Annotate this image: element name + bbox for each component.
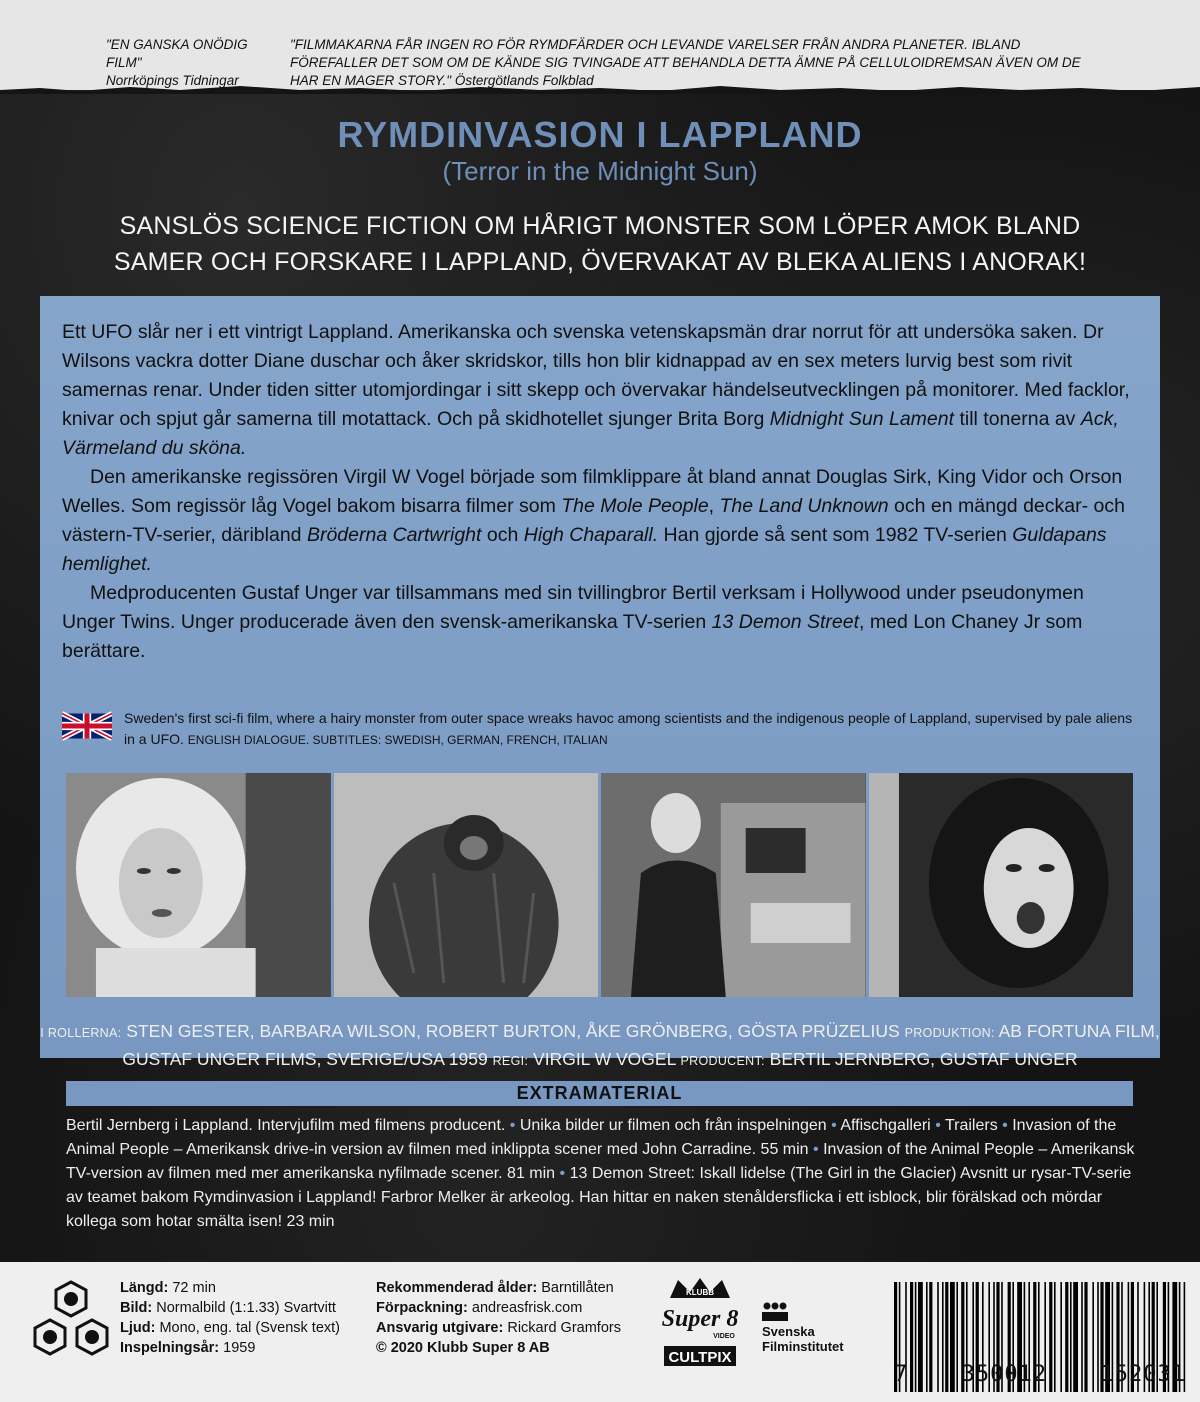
film-title: The Mole People	[561, 495, 709, 517]
production-label: PRODUKTION:	[904, 1026, 995, 1040]
spec-value: Normalbild (1:1.33) Svartvitt	[156, 1300, 336, 1316]
text: ,	[708, 495, 720, 517]
extras-item: 13 Demon Street: Iskall lidelse (The Girl in the Glacier) Avsnitt ur rysar-TV-serie av teamet bakom Rymdinvasion i Lappland! Farbror Melker är arkeolog. Han hittar en naken stenåldersflicka i ett isblock, blir förälskad och mördar kollega som hotar smälta isen! 23 min	[66, 1165, 1132, 1230]
still-image	[334, 773, 599, 997]
extras-heading: EXTRAMATERIAL	[66, 1081, 1133, 1106]
press-quotes	[0, 0, 1200, 90]
cast-list: STEN GESTER, BARBARA WILSON, ROBERT BURTON, ÅKE GRÖNBERG, GÖSTA PRÜZELIUS	[126, 1021, 900, 1041]
tagline	[0, 208, 1200, 280]
production-company: GUSTAF UNGER FILMS, SVERIGE/USA 1959	[122, 1049, 488, 1069]
barcode-digit: 7	[894, 1362, 909, 1387]
producer: BERTIL JERNBERG, GUSTAF UNGER	[769, 1049, 1078, 1069]
producer-label: PRODUCENT:	[680, 1054, 765, 1068]
text: Medproducenten Gustaf Unger var tillsammans med sin tvillingbror Bertil verksam i Hollywood under pseudonymen Unger Twins. Unger producerade även den svensk-amerikanska TV-serien	[62, 582, 1084, 633]
still-image	[66, 773, 331, 997]
spec-label: Inspelningsår:	[120, 1340, 220, 1356]
klubb-super8-logo	[650, 1276, 750, 1376]
spec-label: Förpackning:	[376, 1300, 468, 1316]
series-title: High Chaparall.	[523, 524, 659, 546]
english-text: Sweden's first sci-fi film, where a hairy monster from outer space wreaks havoc among scientists and the indigenous people of Lappland, supervised by pale aliens in a UFO.	[124, 710, 1133, 747]
extras-item: Unika bilder ur filmen och från inspelningen	[519, 1117, 827, 1134]
still-hairy-monster	[334, 773, 599, 997]
still-image	[601, 773, 866, 997]
still-image	[869, 773, 1134, 997]
synopsis-paragraph	[62, 318, 1142, 463]
series-title: Bröderna Cartwright	[306, 524, 482, 546]
spec-value: Rickard Gramfors	[507, 1320, 621, 1336]
sfi-icon	[762, 1302, 788, 1322]
song-title: Midnight Sun Lament	[769, 408, 955, 430]
svenska-filminstitutet-logo	[762, 1302, 862, 1372]
still-woman-fur-hood	[66, 773, 331, 997]
bullet: •	[559, 1165, 566, 1182]
text: Svenska	[762, 1324, 815, 1339]
spec-label: Ansvarig utgivare:	[376, 1320, 504, 1336]
torn-edge	[0, 84, 1200, 94]
quote-source: Norrköpings Tidningar	[106, 73, 239, 88]
quote-ostergotland	[290, 36, 1110, 90]
technical-specs	[120, 1278, 340, 1358]
extras-item: Bertil Jernberg i Lappland. Intervjufilm med filmens producent.	[66, 1117, 506, 1134]
spec-value: 1959	[223, 1340, 256, 1356]
text: till tonerna av	[954, 408, 1081, 430]
credits-line	[0, 1046, 1200, 1074]
barcode-digits	[890, 1362, 1190, 1387]
spec-label: Rekommenderad ålder:	[376, 1280, 538, 1296]
bullet: •	[509, 1117, 516, 1134]
text: Ett UFO slår ner i ett vintrigt Lappland. Amerikanska och svenska vetenskapsmän drar norrut för att undersöka saken. Dr Wilsons vackra dotter Diane duschar och åker skridskor, tills hon blir kidnappad av en sex meters lurvig best som rivit samernas renar. Under tiden sitter utomjordingar i sitt skepp och övervakar händelseutvecklingen på monitorer. Med facklor, knivar och spjut går samerna till motattack. Och på skidhotellet sjunger Brita Borg	[62, 321, 1130, 430]
tagline-line: SAMER OCH FORSKARE I LAPPLAND, ÖVERVAKAT AV BLEKA ALIENS I ANORAK!	[113, 248, 1087, 276]
movie-original-title: (Terror in the Midnight Sun)	[442, 156, 758, 186]
spec-value: 72 min	[172, 1280, 216, 1296]
still-screaming-woman	[869, 773, 1134, 997]
text: Filminstitutet	[762, 1339, 844, 1354]
synopsis-text	[62, 318, 1142, 666]
svg-text:CULTPIX: CULTPIX	[668, 1349, 732, 1366]
quote-text: "FILMMAKARNA FÅR INGEN RO FÖR RYMDFÄRDER OCH LEVANDE VARELSER FRÅN ANDRA PLANETER. IBLAND FÖREFALLER DET SOM OM DE KÄNDE SIG TVINGADE ATT BEHANDLA DETTA ÄMNE PÅ CELLULOIDREMSAN ÄVEN OM DE HAR EN MAGER STORY."	[290, 37, 1081, 88]
director: VIRGIL W VOGEL	[533, 1049, 676, 1069]
extras-item: Trailers	[944, 1117, 998, 1134]
svg-text:Super 8: Super 8	[661, 1306, 739, 1332]
svg-text:VIDEO: VIDEO	[713, 1333, 735, 1340]
extras-item: Invasion of the Animal People – Amerikansk drive-in version av filmen med inklippta scener med John Carradine. 55 min	[66, 1117, 1117, 1158]
credits	[0, 1018, 1200, 1074]
english-summary	[62, 708, 1142, 751]
director-label: REGI:	[492, 1054, 529, 1068]
still-alien-monitor	[601, 773, 866, 997]
release-info	[376, 1278, 621, 1358]
quote-norrkoping	[106, 36, 286, 90]
text: Den amerikanske regissören Virgil W Vogel började som filmklippare åt bland annat Douglas Sirk, King Vidor och Orson Welles. Som regissör låg Vogel bakom bisarra filmer som	[62, 466, 1123, 517]
sfi-text	[762, 1324, 844, 1354]
movie-title: RYMDINVASION I LAPPLAND	[337, 114, 863, 155]
synopsis-paragraph	[62, 579, 1142, 666]
extras-item: Affischgalleri	[840, 1117, 931, 1134]
tagline-line: SANSLÖS SCIENCE FICTION OM HÅRIGT MONSTER SOM LÖPER AMOK BLAND	[119, 212, 1081, 240]
cast-label: I ROLLERNA:	[40, 1026, 122, 1040]
quote-text: "EN GANSKA ONÖDIG FILM"	[106, 37, 248, 70]
production-company: AB FORTUNA FILM,	[998, 1021, 1160, 1041]
quote-source: Östergötlands Folkblad	[454, 73, 594, 88]
spec-value: Barntillåten	[541, 1280, 614, 1296]
extras-list	[66, 1114, 1146, 1234]
spec-label: Bild:	[120, 1300, 153, 1316]
barcode-digit: 152031	[1100, 1362, 1186, 1387]
barcode-digit: 350012	[961, 1362, 1048, 1387]
bullet: •	[1002, 1117, 1008, 1134]
svg-text:KLUBB: KLUBB	[686, 1288, 714, 1297]
crown-icon	[650, 1276, 750, 1376]
film-title: The Land Unknown	[719, 495, 889, 517]
age-rating-icon	[26, 1278, 116, 1368]
language-info: ENGLISH DIALOGUE. SUBTITLES: SWEDISH, GERMAN, FRENCH, ITALIAN	[187, 733, 608, 747]
spec-value: Mono, eng. tal (Svensk text)	[159, 1320, 340, 1336]
text: , med Lon Chaney Jr som berättare.	[62, 611, 1083, 662]
text: och en mängd deckar- och västern-TV-serier, däribland	[62, 495, 1125, 546]
spec-label: Ljud:	[120, 1320, 156, 1336]
bullet: •	[935, 1117, 941, 1134]
spec-label: Längd:	[120, 1280, 169, 1296]
extras-item: Invasion of the Animal People – Amerikansk TV-version av filmen med mer amerikanska nyfilmade scener. 81 min	[66, 1141, 1135, 1182]
film-stills	[66, 773, 1133, 997]
info-footer	[0, 1262, 1200, 1402]
series-title: 13 Demon Street	[711, 611, 860, 633]
series-title: Guldapans hemlighet.	[62, 524, 1107, 575]
bullet: •	[813, 1141, 819, 1158]
text: och	[481, 524, 524, 546]
uk-flag-icon	[62, 710, 112, 742]
bullet: •	[831, 1117, 837, 1134]
text: Han gjorde så sent som 1982 TV-serien	[658, 524, 1013, 546]
credits-line	[0, 1018, 1200, 1046]
copyright: © 2020 Klubb Super 8 AB	[376, 1340, 550, 1356]
spec-value: andreasfrisk.com	[471, 1300, 583, 1316]
synopsis-paragraph	[62, 463, 1142, 579]
song-title: Ack, Värmeland du sköna.	[62, 408, 1119, 459]
